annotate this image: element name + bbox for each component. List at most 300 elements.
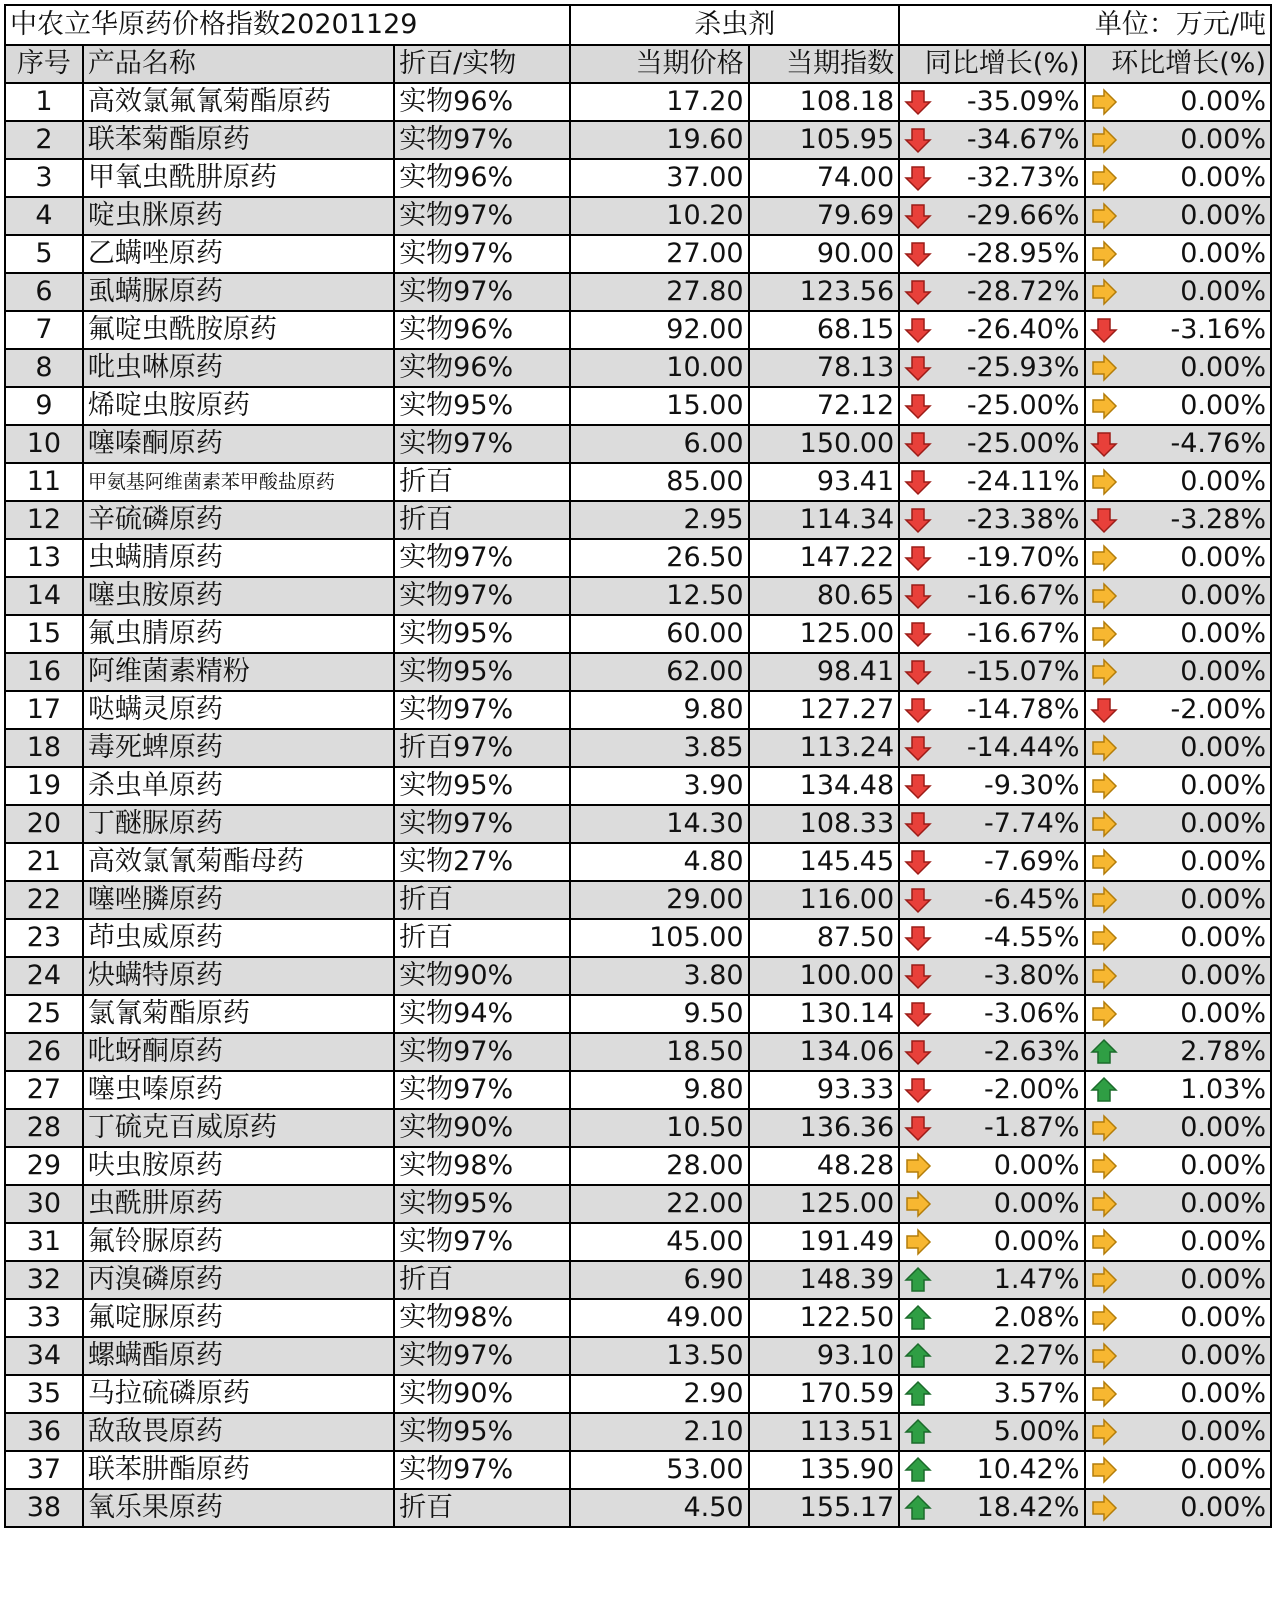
yellow-right-arrow-icon	[1090, 734, 1118, 762]
product-name: 毒死蜱原药	[83, 729, 394, 767]
row-number: 17	[5, 691, 83, 729]
yoy-change: -25.93%	[966, 352, 1080, 383]
current-index: 90.00	[749, 235, 900, 273]
yoy-change: -23.38%	[966, 504, 1080, 535]
mom-change: 0.00%	[1180, 162, 1266, 193]
row-number: 35	[5, 1375, 83, 1413]
mom-change-cell	[1085, 83, 1271, 121]
red-down-arrow-icon	[904, 962, 932, 990]
product-basis: 折百97%	[394, 729, 570, 767]
mom-change-cell	[1085, 273, 1271, 311]
yoy-change: 2.27%	[993, 1340, 1080, 1371]
mom-change: 0.00%	[1180, 1188, 1266, 1219]
table-row	[5, 83, 1271, 121]
product-name: 阿维菌素精粉	[83, 653, 394, 691]
mom-change-cell	[1085, 1489, 1271, 1527]
product-basis: 实物95%	[394, 653, 570, 691]
current-index: 123.56	[749, 273, 900, 311]
table-row	[5, 995, 1271, 1033]
current-price: 6.00	[570, 425, 748, 463]
row-number: 18	[5, 729, 83, 767]
yoy-change: -32.73%	[966, 162, 1080, 193]
yoy-change-cell	[899, 1071, 1084, 1109]
product-name: 虫螨腈原药	[83, 539, 394, 577]
yoy-change: -7.69%	[984, 846, 1080, 877]
yellow-right-arrow-icon	[1090, 1114, 1118, 1142]
current-price: 2.95	[570, 501, 748, 539]
mom-change: 2.78%	[1180, 1036, 1266, 1067]
row-number: 19	[5, 767, 83, 805]
red-down-arrow-icon	[904, 202, 932, 230]
current-price: 45.00	[570, 1223, 748, 1261]
row-number: 12	[5, 501, 83, 539]
table-row	[5, 425, 1271, 463]
yoy-change-cell	[899, 957, 1084, 995]
table-row	[5, 235, 1271, 273]
mom-change: 0.00%	[1180, 580, 1266, 611]
table-row	[5, 805, 1271, 843]
yellow-right-arrow-icon	[1090, 1152, 1118, 1180]
mom-change-cell	[1085, 121, 1271, 159]
table-row	[5, 957, 1271, 995]
current-price: 13.50	[570, 1337, 748, 1375]
mom-change-cell	[1085, 159, 1271, 197]
current-index: 114.34	[749, 501, 900, 539]
product-basis: 折百	[394, 919, 570, 957]
yoy-change-cell	[899, 197, 1084, 235]
product-basis: 实物97%	[394, 121, 570, 159]
mom-change: 0.00%	[1180, 884, 1266, 915]
current-index: 134.48	[749, 767, 900, 805]
product-basis: 实物97%	[394, 577, 570, 615]
product-basis: 实物97%	[394, 425, 570, 463]
product-basis: 实物95%	[394, 387, 570, 425]
mom-change: 0.00%	[1180, 1416, 1266, 1447]
yoy-change-cell	[899, 615, 1084, 653]
yoy-change: -28.72%	[966, 276, 1080, 307]
yoy-change: 18.42%	[976, 1492, 1080, 1523]
yoy-change-cell	[899, 577, 1084, 615]
mom-change: 0.00%	[1180, 998, 1266, 1029]
mom-change: 0.00%	[1180, 1302, 1266, 1333]
mom-change-cell	[1085, 1299, 1271, 1337]
current-price: 3.90	[570, 767, 748, 805]
product-name: 甲氧虫酰肼原药	[83, 159, 394, 197]
product-name: 马拉硫磷原药	[83, 1375, 394, 1413]
yoy-change-cell	[899, 843, 1084, 881]
green-up-arrow-icon	[904, 1380, 932, 1408]
current-price: 15.00	[570, 387, 748, 425]
yellow-right-arrow-icon	[1090, 1494, 1118, 1522]
mom-change-cell	[1085, 691, 1271, 729]
yellow-right-arrow-icon	[1090, 202, 1118, 230]
red-down-arrow-icon	[904, 582, 932, 610]
current-price: 62.00	[570, 653, 748, 691]
red-down-arrow-icon	[1090, 316, 1118, 344]
mom-change: 0.00%	[1180, 124, 1266, 155]
table-row	[5, 159, 1271, 197]
red-down-arrow-icon	[904, 468, 932, 496]
yellow-right-arrow-icon	[1090, 962, 1118, 990]
row-number: 6	[5, 273, 83, 311]
red-down-arrow-icon	[904, 126, 932, 154]
green-up-arrow-icon	[904, 1494, 932, 1522]
table-row	[5, 577, 1271, 615]
product-basis: 实物90%	[394, 957, 570, 995]
yoy-change: -9.30%	[984, 770, 1080, 801]
current-price: 17.20	[570, 83, 748, 121]
yellow-right-arrow-icon	[1090, 1000, 1118, 1028]
mom-change: -3.28%	[1170, 504, 1266, 535]
row-number: 26	[5, 1033, 83, 1071]
table-row	[5, 1147, 1271, 1185]
current-index: 79.69	[749, 197, 900, 235]
mom-change: 0.00%	[1180, 1378, 1266, 1409]
red-down-arrow-icon	[904, 1000, 932, 1028]
mom-change-cell	[1085, 1147, 1271, 1185]
product-basis: 实物95%	[394, 767, 570, 805]
yoy-change: 10.42%	[976, 1454, 1080, 1485]
product-name: 吡虫啉原药	[83, 349, 394, 387]
row-number: 7	[5, 311, 83, 349]
price-index-table	[4, 4, 1272, 1528]
red-down-arrow-icon	[904, 810, 932, 838]
yellow-right-arrow-icon	[1090, 392, 1118, 420]
row-number: 20	[5, 805, 83, 843]
red-down-arrow-icon	[904, 544, 932, 572]
current-price: 12.50	[570, 577, 748, 615]
mom-change-cell	[1085, 425, 1271, 463]
yoy-change-cell	[899, 1223, 1084, 1261]
mom-change-cell	[1085, 1451, 1271, 1489]
mom-change: 0.00%	[1180, 732, 1266, 763]
current-index: 113.51	[749, 1413, 900, 1451]
yoy-change: -2.00%	[984, 1074, 1080, 1105]
current-index: 148.39	[749, 1261, 900, 1299]
yellow-right-arrow-icon	[1090, 1266, 1118, 1294]
page-title: 中农立华原药价格指数20201129	[5, 5, 570, 45]
current-price: 4.50	[570, 1489, 748, 1527]
current-price: 85.00	[570, 463, 748, 501]
mom-change-cell	[1085, 235, 1271, 273]
current-index: 108.18	[749, 83, 900, 121]
yellow-right-arrow-icon	[1090, 544, 1118, 572]
table-row	[5, 1337, 1271, 1375]
current-price: 60.00	[570, 615, 748, 653]
product-basis: 实物97%	[394, 1223, 570, 1261]
current-price: 26.50	[570, 539, 748, 577]
product-name: 噻虫嗪原药	[83, 1071, 394, 1109]
yellow-right-arrow-icon	[1090, 848, 1118, 876]
product-basis: 实物98%	[394, 1147, 570, 1185]
table-row	[5, 1033, 1271, 1071]
current-price: 3.80	[570, 957, 748, 995]
row-number: 36	[5, 1413, 83, 1451]
row-number: 23	[5, 919, 83, 957]
yellow-right-arrow-icon	[1090, 88, 1118, 116]
row-number: 31	[5, 1223, 83, 1261]
yoy-change: -24.11%	[966, 466, 1080, 497]
product-name: 虫酰肼原药	[83, 1185, 394, 1223]
product-name: 茚虫威原药	[83, 919, 394, 957]
yoy-change: -14.44%	[966, 732, 1080, 763]
row-number: 34	[5, 1337, 83, 1375]
product-name: 烯啶虫胺原药	[83, 387, 394, 425]
current-price: 14.30	[570, 805, 748, 843]
current-price: 10.20	[570, 197, 748, 235]
red-down-arrow-icon	[1090, 430, 1118, 458]
row-number: 24	[5, 957, 83, 995]
yoy-change: -35.09%	[966, 86, 1080, 117]
table-row	[5, 1413, 1271, 1451]
current-index: 130.14	[749, 995, 900, 1033]
table-row	[5, 843, 1271, 881]
mom-change: 0.00%	[1180, 808, 1266, 839]
yellow-right-arrow-icon	[1090, 924, 1118, 952]
table-row	[5, 1489, 1271, 1527]
current-price: 22.00	[570, 1185, 748, 1223]
col-header-price: 当期价格	[570, 45, 748, 83]
product-basis: 实物97%	[394, 805, 570, 843]
row-number: 9	[5, 387, 83, 425]
red-down-arrow-icon	[904, 658, 932, 686]
current-index: 74.00	[749, 159, 900, 197]
red-down-arrow-icon	[1090, 506, 1118, 534]
green-up-arrow-icon	[904, 1304, 932, 1332]
current-index: 100.00	[749, 957, 900, 995]
row-number: 30	[5, 1185, 83, 1223]
mom-change: 0.00%	[1180, 1340, 1266, 1371]
yoy-change: -16.67%	[966, 618, 1080, 649]
yoy-change-cell	[899, 691, 1084, 729]
current-index: 127.27	[749, 691, 900, 729]
product-name: 联苯菊酯原药	[83, 121, 394, 159]
yellow-right-arrow-icon	[1090, 354, 1118, 382]
yellow-right-arrow-icon	[1090, 126, 1118, 154]
row-number: 14	[5, 577, 83, 615]
mom-change: 1.03%	[1180, 1074, 1266, 1105]
red-down-arrow-icon	[904, 354, 932, 382]
current-price: 6.90	[570, 1261, 748, 1299]
mom-change: 0.00%	[1180, 86, 1266, 117]
product-name: 敌敌畏原药	[83, 1413, 394, 1451]
yoy-change-cell	[899, 1375, 1084, 1413]
yoy-change: -25.00%	[966, 390, 1080, 421]
mom-change-cell	[1085, 197, 1271, 235]
mom-change: 0.00%	[1180, 846, 1266, 877]
current-index: 93.10	[749, 1337, 900, 1375]
current-index: 122.50	[749, 1299, 900, 1337]
mom-change-cell	[1085, 387, 1271, 425]
table-row	[5, 691, 1271, 729]
yoy-change: -4.55%	[984, 922, 1080, 953]
current-price: 9.80	[570, 691, 748, 729]
mom-change: 0.00%	[1180, 276, 1266, 307]
yellow-right-arrow-icon	[1090, 658, 1118, 686]
red-down-arrow-icon	[904, 240, 932, 268]
table-row	[5, 919, 1271, 957]
row-number: 8	[5, 349, 83, 387]
product-name: 氯氰菊酯原药	[83, 995, 394, 1033]
mom-change-cell	[1085, 1223, 1271, 1261]
product-basis: 实物96%	[394, 311, 570, 349]
mom-change-cell	[1085, 919, 1271, 957]
red-down-arrow-icon	[1090, 696, 1118, 724]
yoy-change: -29.66%	[966, 200, 1080, 231]
col-header-mom: 环比增长(%)	[1085, 45, 1271, 83]
product-name: 乙螨唑原药	[83, 235, 394, 273]
current-index: 105.95	[749, 121, 900, 159]
product-name: 杀虫单原药	[83, 767, 394, 805]
mom-change-cell	[1085, 539, 1271, 577]
current-price: 53.00	[570, 1451, 748, 1489]
red-down-arrow-icon	[904, 1114, 932, 1142]
product-basis: 实物95%	[394, 615, 570, 653]
product-name: 氟虫腈原药	[83, 615, 394, 653]
product-basis: 实物97%	[394, 235, 570, 273]
mom-change-cell	[1085, 501, 1271, 539]
red-down-arrow-icon	[904, 696, 932, 724]
yoy-change: 0.00%	[993, 1188, 1080, 1219]
current-price: 9.80	[570, 1071, 748, 1109]
yellow-right-arrow-icon	[1090, 468, 1118, 496]
yellow-right-arrow-icon	[1090, 278, 1118, 306]
red-down-arrow-icon	[904, 620, 932, 648]
mom-change: 0.00%	[1180, 770, 1266, 801]
row-number: 11	[5, 463, 83, 501]
current-index: 80.65	[749, 577, 900, 615]
green-up-arrow-icon	[904, 1266, 932, 1294]
yellow-right-arrow-icon	[1090, 1190, 1118, 1218]
yoy-change-cell	[899, 1451, 1084, 1489]
current-index: 87.50	[749, 919, 900, 957]
product-name: 啶虫脒原药	[83, 197, 394, 235]
product-name: 噻虫胺原药	[83, 577, 394, 615]
current-price: 27.80	[570, 273, 748, 311]
yellow-right-arrow-icon	[1090, 1456, 1118, 1484]
row-number: 1	[5, 83, 83, 121]
current-price: 105.00	[570, 919, 748, 957]
current-price: 3.85	[570, 729, 748, 767]
mom-change: 0.00%	[1180, 352, 1266, 383]
yellow-right-arrow-icon	[1090, 886, 1118, 914]
mom-change-cell	[1085, 843, 1271, 881]
product-name: 联苯肼酯原药	[83, 1451, 394, 1489]
mom-change: 0.00%	[1180, 656, 1266, 687]
mom-change-cell	[1085, 881, 1271, 919]
product-name: 吡蚜酮原药	[83, 1033, 394, 1071]
product-name: 螺螨酯原药	[83, 1337, 394, 1375]
yoy-change-cell	[899, 235, 1084, 273]
current-price: 19.60	[570, 121, 748, 159]
yellow-right-arrow-icon	[904, 1152, 932, 1180]
yellow-right-arrow-icon	[1090, 1304, 1118, 1332]
row-number: 29	[5, 1147, 83, 1185]
mom-change: 0.00%	[1180, 390, 1266, 421]
row-number: 37	[5, 1451, 83, 1489]
yellow-right-arrow-icon	[1090, 772, 1118, 800]
yoy-change-cell	[899, 1299, 1084, 1337]
table-row	[5, 1109, 1271, 1147]
current-index: 150.00	[749, 425, 900, 463]
mom-change-cell	[1085, 615, 1271, 653]
current-index: 147.22	[749, 539, 900, 577]
yellow-right-arrow-icon	[904, 1228, 932, 1256]
yoy-change: -14.78%	[966, 694, 1080, 725]
green-up-arrow-icon	[904, 1456, 932, 1484]
current-price: 27.00	[570, 235, 748, 273]
yellow-right-arrow-icon	[1090, 1418, 1118, 1446]
table-row	[5, 1261, 1271, 1299]
row-number: 2	[5, 121, 83, 159]
current-price: 49.00	[570, 1299, 748, 1337]
mom-change: 0.00%	[1180, 1226, 1266, 1257]
mom-change-cell	[1085, 767, 1271, 805]
mom-change-cell	[1085, 1109, 1271, 1147]
product-name: 氧乐果原药	[83, 1489, 394, 1527]
product-basis: 实物95%	[394, 1185, 570, 1223]
yoy-change-cell	[899, 1413, 1084, 1451]
green-up-arrow-icon	[1090, 1076, 1118, 1104]
col-header-index: 当期指数	[749, 45, 900, 83]
current-index: 170.59	[749, 1375, 900, 1413]
yellow-right-arrow-icon	[1090, 810, 1118, 838]
row-number: 32	[5, 1261, 83, 1299]
mom-change-cell	[1085, 805, 1271, 843]
product-basis: 实物97%	[394, 197, 570, 235]
table-row	[5, 463, 1271, 501]
current-index: 136.36	[749, 1109, 900, 1147]
product-name: 炔螨特原药	[83, 957, 394, 995]
table-row	[5, 539, 1271, 577]
product-basis: 实物90%	[394, 1109, 570, 1147]
current-index: 145.45	[749, 843, 900, 881]
yoy-change-cell	[899, 83, 1084, 121]
product-name: 丁硫克百威原药	[83, 1109, 394, 1147]
mom-change-cell	[1085, 995, 1271, 1033]
table-row	[5, 121, 1271, 159]
mom-change-cell	[1085, 1185, 1271, 1223]
current-index: 93.41	[749, 463, 900, 501]
product-name: 虱螨脲原药	[83, 273, 394, 311]
mom-change-cell	[1085, 463, 1271, 501]
mom-change-cell	[1085, 1071, 1271, 1109]
table-row	[5, 881, 1271, 919]
yellow-right-arrow-icon	[1090, 164, 1118, 192]
yoy-change-cell	[899, 1337, 1084, 1375]
row-number: 3	[5, 159, 83, 197]
row-number: 28	[5, 1109, 83, 1147]
table-row	[5, 273, 1271, 311]
green-up-arrow-icon	[904, 1418, 932, 1446]
red-down-arrow-icon	[904, 278, 932, 306]
product-name: 辛硫磷原药	[83, 501, 394, 539]
yoy-change-cell	[899, 311, 1084, 349]
yellow-right-arrow-icon	[904, 1190, 932, 1218]
product-basis: 折百	[394, 501, 570, 539]
product-basis: 折百	[394, 463, 570, 501]
mom-change: 0.00%	[1180, 466, 1266, 497]
yoy-change-cell	[899, 729, 1084, 767]
current-price: 37.00	[570, 159, 748, 197]
product-name: 高效氯氰菊酯母药	[83, 843, 394, 881]
product-basis: 实物95%	[394, 1413, 570, 1451]
product-basis: 折百	[394, 881, 570, 919]
yoy-change-cell	[899, 919, 1084, 957]
product-basis: 折百	[394, 1261, 570, 1299]
yoy-change-cell	[899, 653, 1084, 691]
current-index: 113.24	[749, 729, 900, 767]
